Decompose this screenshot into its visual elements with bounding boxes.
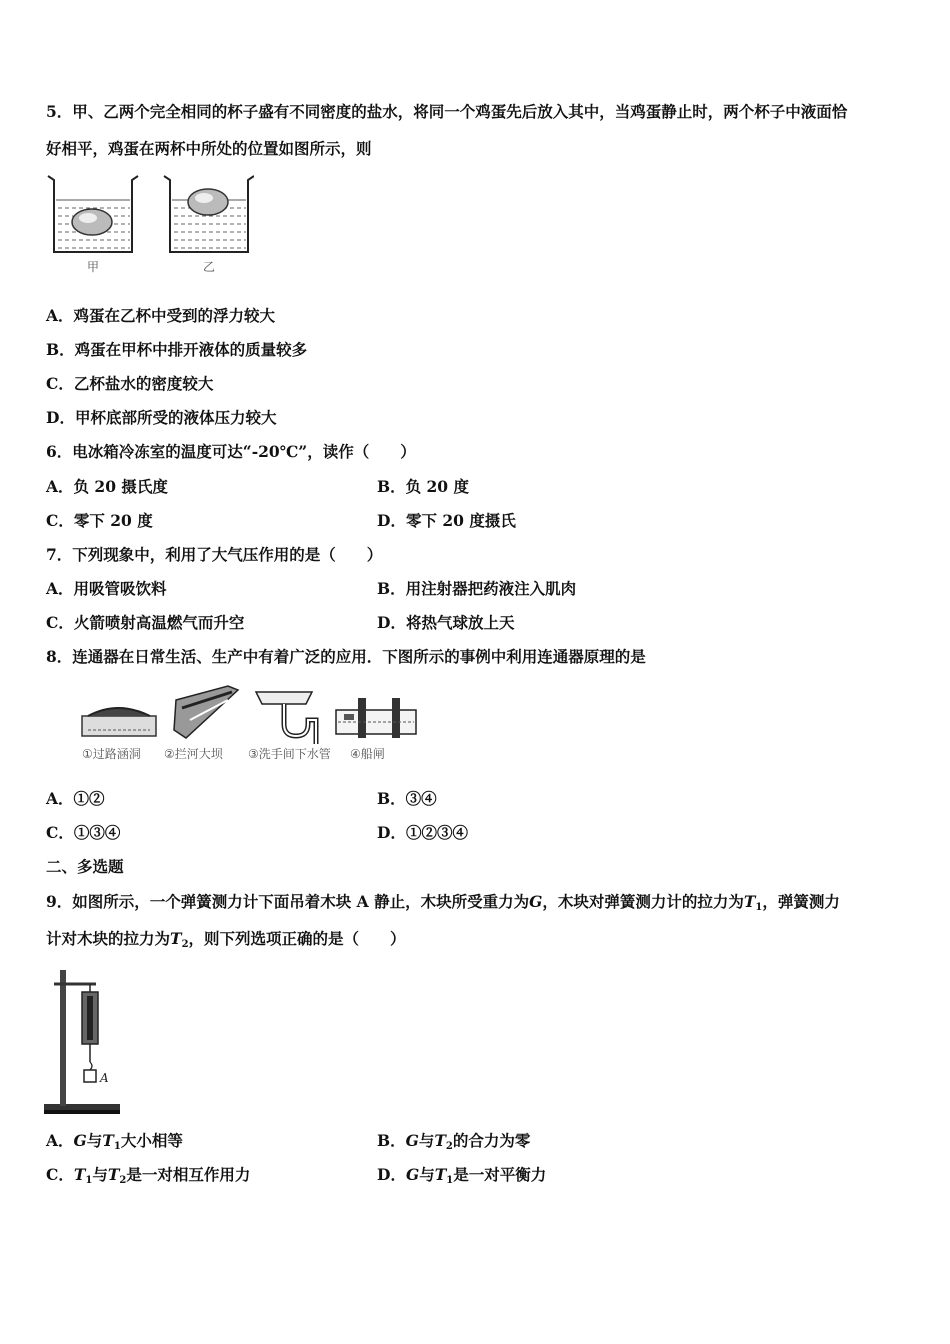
- q7-stem: 7．下列现象中，利用了大气压作用的是（ ）: [46, 545, 383, 564]
- q9-option-d[interactable]: D．G与$T_1$是一对平衡力: [377, 1165, 547, 1186]
- q5-beakers-figure: [44, 170, 254, 278]
- caption-drain: ③洗手间下水管: [248, 747, 331, 761]
- q9-option-b[interactable]: B．G与$T_2$的合力为零: [377, 1131, 531, 1152]
- label-yi: 乙: [202, 260, 216, 274]
- q7-option-a[interactable]: A．用吸管吸饮料: [46, 579, 167, 598]
- culvert-figure: [82, 708, 156, 736]
- caption-culvert: ①过路涵洞: [82, 747, 141, 761]
- caption-lock: ④船闸: [350, 747, 385, 761]
- beaker-yi: [164, 176, 254, 252]
- q5-option-a[interactable]: A．鸡蛋在乙杯中受到的浮力较大: [46, 306, 276, 325]
- stand-rod: [60, 970, 66, 1106]
- q9-option-a[interactable]: A．G与$T_1$大小相等: [46, 1131, 183, 1152]
- q6-option-a[interactable]: A．负 20 摄氏度: [46, 477, 168, 496]
- q9-stem-line1: 9．如图所示，一个弹簧测力计下面吊着木块 A 静止，木块所受重力为G，木块对弹簧测力计的拉力为$T_1$，弹簧测力: [46, 892, 840, 913]
- q5-option-c[interactable]: C．乙杯盐水的密度较大: [46, 374, 214, 393]
- beaker-jia: [48, 176, 138, 252]
- q9-stem-line2: 计对木块的拉力为$T_2$，则下列选项正确的是（ ）: [46, 929, 406, 950]
- dam-figure: [174, 686, 238, 738]
- q5-stem-line2: 好相平，鸡蛋在两杯中所处的位置如图所示，则: [46, 139, 372, 158]
- ship-lock-figure: [336, 698, 416, 738]
- q6-option-c[interactable]: C．零下 20 度: [46, 511, 153, 530]
- q5-option-d[interactable]: D．甲杯底部所受的液体压力较大: [46, 408, 277, 427]
- q5-option-b[interactable]: B．鸡蛋在甲杯中排开液体的质量较多: [46, 340, 308, 359]
- wood-block-a: [84, 1070, 96, 1082]
- label-jia: 甲: [86, 260, 100, 274]
- section-multiple-choice-heading: 二、多选题: [46, 857, 124, 876]
- drain-pipe-figure: [256, 692, 316, 744]
- q8-stem: 8．连通器在日常生活、生产中有着广泛的应用．下图所示的事例中利用连通器原理的是: [46, 647, 646, 666]
- q8-option-d[interactable]: D．①②③④: [377, 823, 468, 842]
- q6-option-b[interactable]: B．负 20 度: [377, 477, 469, 496]
- q6-option-d[interactable]: D．零下 20 度摄氏: [377, 511, 516, 530]
- q7-option-b[interactable]: B．用注射器把药液注入肌肉: [377, 579, 577, 598]
- q8-option-c[interactable]: C．①③④: [46, 823, 121, 842]
- caption-dam: ②拦河大坝: [164, 747, 223, 761]
- q8-option-a[interactable]: A．①②: [46, 789, 105, 808]
- q6-stem: 6．电冰箱冷冻室的温度可达“-20℃”，读作（ ）: [46, 442, 416, 461]
- q8-figure: [78, 680, 423, 770]
- q9-option-c[interactable]: C．$T_1$与$T_2$是一对相互作用力: [46, 1165, 251, 1186]
- q8-option-b[interactable]: B．③④: [377, 789, 437, 808]
- q7-option-c[interactable]: C．火箭喷射高温燃气而升空: [46, 613, 245, 632]
- block-label-a: A: [100, 1071, 109, 1085]
- q5-stem-line1: 5．甲、乙两个完全相同的杯子盛有不同密度的盐水，将同一个鸡蛋先后放入其中，当鸡蛋静止时，两个杯子中液面恰: [46, 102, 848, 121]
- q7-option-d[interactable]: D．将热气球放上天: [377, 613, 515, 632]
- q9-spring-scale-figure: [44, 966, 124, 1118]
